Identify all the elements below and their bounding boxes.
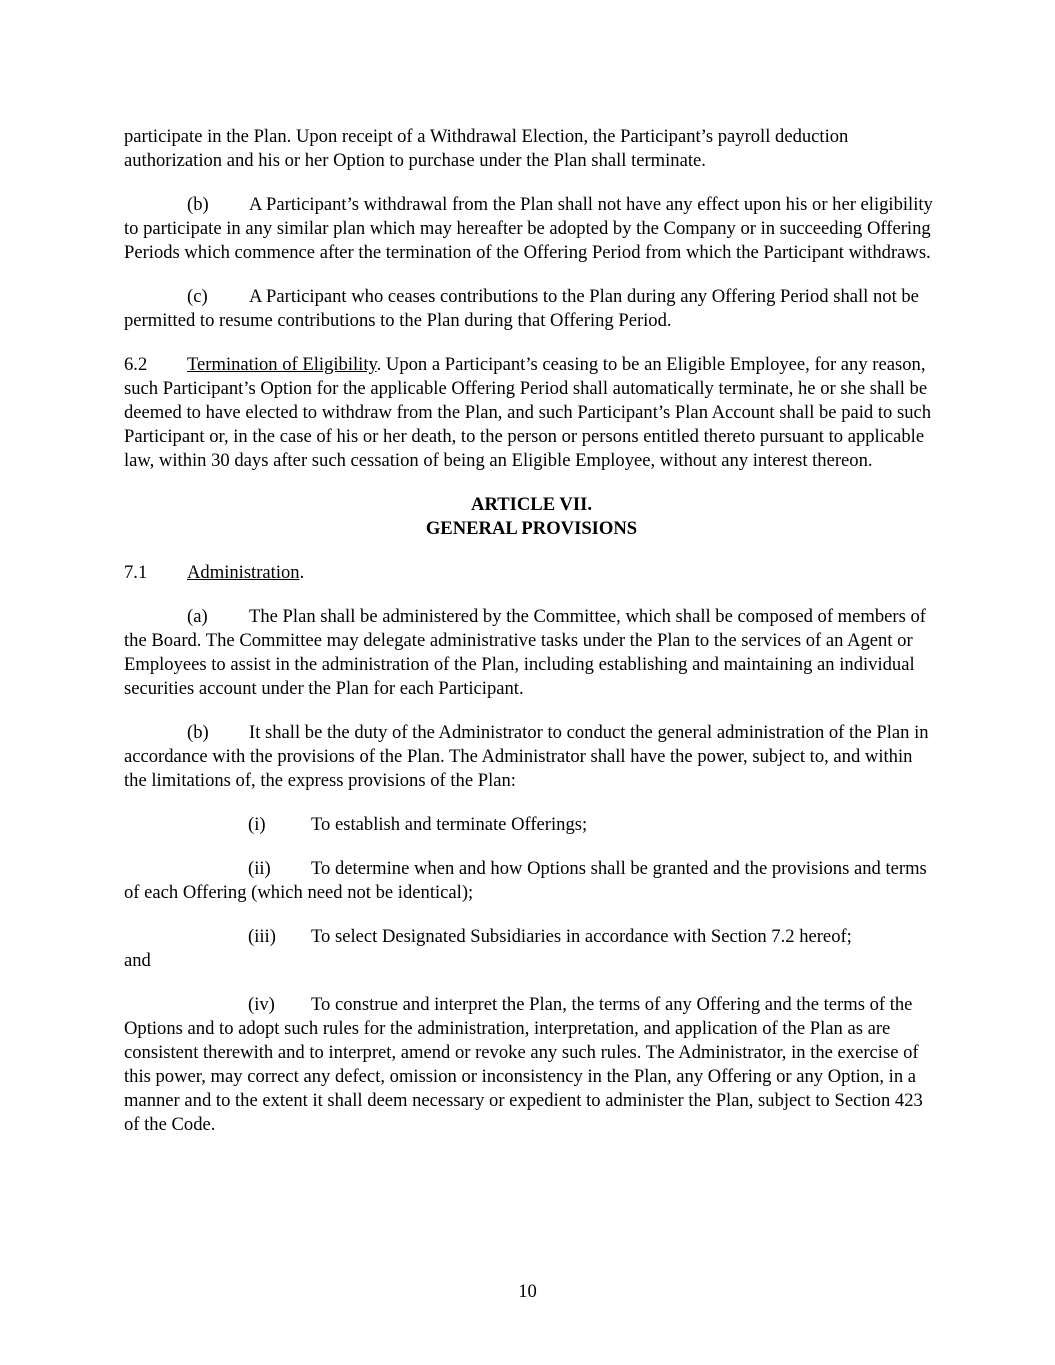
item-label: (i) bbox=[248, 814, 266, 835]
item-label: (c) bbox=[187, 286, 208, 307]
item-line bbox=[124, 925, 939, 949]
paragraph-7-1-b-iv bbox=[124, 993, 939, 1137]
paragraph-text: To construe and interpret the Plan, the terms of any Offering and the terms of the Options and to adopt such rules for the administration, interpretation, and application of the Plan as are consistent therewith and to interpret, amend or revoke any such rules. The Administrator, in the exercise of this power, may correct any defect, omission or inconsistency in the Plan, any Offering or any Option, in a manner and to the extent it shall deem necessary or expedient to administer the Plan, subject to Section 423 of the Code. bbox=[124, 994, 923, 1135]
paragraph-6-1-c bbox=[124, 285, 939, 333]
section-title-end: . bbox=[299, 562, 305, 583]
page-number: 10 bbox=[518, 1281, 537, 1302]
paragraph-text: A Participant’s withdrawal from the Plan shall not have any effect upon his or her eligibility to participate in any similar plan which may hereafter be adopted by the Company or in succeeding Offering Periods which commence after the termination of the Offering Period from which the Participant withdraws. bbox=[124, 194, 933, 263]
section-7-1-heading bbox=[124, 561, 939, 585]
paragraph-7-1-b-i bbox=[124, 813, 939, 837]
document-page bbox=[124, 125, 939, 1157]
paragraph-text: participate in the Plan. Upon receipt of a Withdrawal Election, the Participant’s payroll deduction authorization and his or her Option to purchase under the Plan shall terminate. bbox=[124, 126, 849, 171]
paragraph-7-1-a bbox=[124, 605, 939, 701]
article-title: GENERAL PROVISIONS bbox=[425, 518, 638, 539]
article-number: ARTICLE VII. bbox=[471, 494, 592, 515]
item-label: (a) bbox=[187, 606, 208, 627]
section-title: Administration bbox=[187, 562, 300, 583]
paragraph-6-1-b bbox=[124, 193, 939, 265]
paragraph-tail: and bbox=[124, 950, 151, 971]
paragraph-text: . Upon a Participant’s ceasing to be an Eligible Employee, for any reason, such Participant’s Option for the applicable Offering Period shall automatically terminate, he or she shall be deemed to have elected to withdraw from the Plan, and such Participant’s Plan Account shall be paid to such Participant or, in the case of his or her death, to the person or persons entitled thereto pursuant to applicable law, within 30 days after such cessation of being an Eligible Employee, without any interest thereon. bbox=[124, 354, 932, 471]
paragraph-text: To establish and terminate Offerings; bbox=[311, 814, 588, 835]
section-number: 7.1 bbox=[124, 562, 148, 583]
item-label: (ii) bbox=[248, 858, 271, 879]
paragraph-text: The Plan shall be administered by the Committee, which shall be composed of members of the Board. The Committee may delegate administrative tasks under the Plan to the services of an Agent or Employees to assist in the administration of the Plan, including establishing and maintaining an individual securities account under the Plan for each Participant. bbox=[124, 606, 926, 699]
item-label: (iv) bbox=[248, 994, 275, 1015]
paragraph-7-1-b-ii bbox=[124, 857, 939, 905]
paragraph-text: To select Designated Subsidiaries in accordance with Section 7.2 hereof; bbox=[311, 926, 852, 947]
paragraph-text: It shall be the duty of the Administrator to conduct the general administration of the Plan in accordance with the provisions of the Plan. The Administrator shall have the power, subject to, and within the limitations of, the express provisions of the Plan: bbox=[124, 722, 929, 791]
section-title: Termination of Eligibility bbox=[187, 354, 377, 375]
item-label: (iii) bbox=[248, 926, 276, 947]
section-6-2 bbox=[124, 353, 939, 473]
item-label: (b) bbox=[187, 194, 209, 215]
paragraph-text: A Participant who ceases contributions to the Plan during any Offering Period shall not be permitted to resume contributions to the Plan during that Offering Period. bbox=[124, 286, 919, 331]
paragraph-7-1-b bbox=[124, 721, 939, 793]
article-heading bbox=[124, 493, 939, 541]
paragraph-text: To determine when and how Options shall be granted and the provisions and terms of each Offering (which need not be identical); bbox=[124, 858, 927, 903]
section-number: 6.2 bbox=[124, 354, 148, 375]
paragraph-withdrawal-continuation bbox=[124, 125, 939, 173]
paragraph-7-1-b-iii bbox=[124, 925, 939, 973]
item-label: (b) bbox=[187, 722, 209, 743]
